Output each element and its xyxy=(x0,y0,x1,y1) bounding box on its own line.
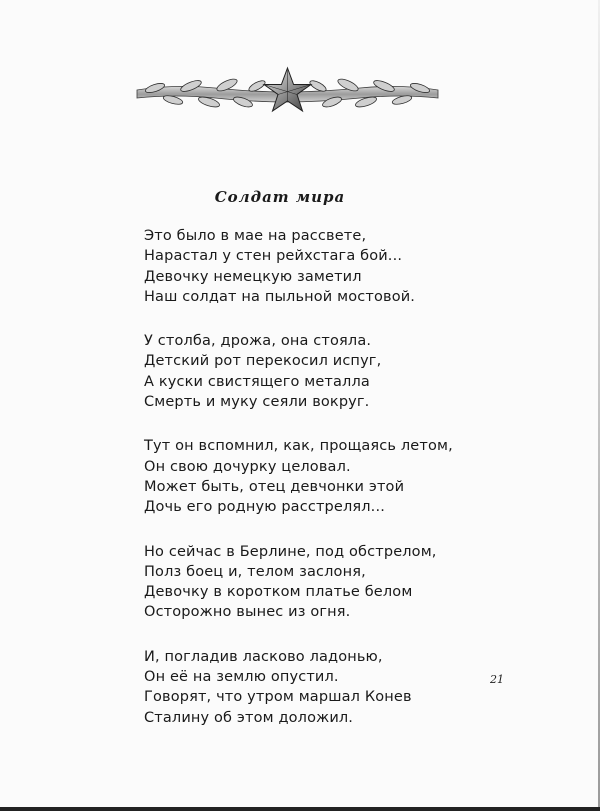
poem-line: Сталину об этом доложил. xyxy=(144,709,354,726)
poem-line: Девочку в коротком платье белом xyxy=(144,584,413,601)
poem-line: И, погладив ласково ладонью, xyxy=(144,648,383,665)
stanza-3 xyxy=(144,436,524,517)
poem-line: Дочь его родную расстрелял... xyxy=(144,499,385,516)
poem-line: Он свою дочурку целовал. xyxy=(144,458,351,475)
stanza-5 xyxy=(144,647,524,728)
poem-line: Нарастал у стен рейхстага бой... xyxy=(144,248,403,265)
poem-line: Это было в мае на рассвете, xyxy=(144,228,367,244)
star-laurel-ornament-icon xyxy=(135,64,440,120)
stanza-4 xyxy=(144,542,524,623)
poem-line: Может быть, отец девчонки этой xyxy=(144,478,405,495)
poem-title: Солдат мира xyxy=(214,188,346,206)
poem-line: Но сейчас в Берлине, под обстрелом, xyxy=(144,543,437,560)
poem-line: А куски свистящего металла xyxy=(144,373,370,390)
poem-line: Тут он вспомнил, как, прощаясь летом, xyxy=(144,438,453,455)
poem-body xyxy=(144,226,524,752)
page-number: 21 xyxy=(490,673,504,686)
poem-line: Он её на землю опустил. xyxy=(144,669,339,686)
poem-line: Наш солдат на пыльной мостовой. xyxy=(144,288,416,305)
poem-line: Смерть и муку сеяли вокруг. xyxy=(144,394,370,411)
poem-line: Полз боец и, телом заслоня, xyxy=(144,563,366,580)
poem-line: Девочку немецкую заметил xyxy=(144,268,362,285)
poem-line: Говорят, что утром маршал Конев xyxy=(144,689,412,706)
page-edge-border xyxy=(0,807,600,811)
poem-line: Осторожно вынес из огня. xyxy=(144,604,351,621)
stanza-1 xyxy=(144,226,524,307)
poem-line: Детский рот перекосил испуг, xyxy=(144,353,382,370)
poem-line: У столба, дрожа, она стояла. xyxy=(144,333,372,350)
stanza-2 xyxy=(144,331,524,412)
